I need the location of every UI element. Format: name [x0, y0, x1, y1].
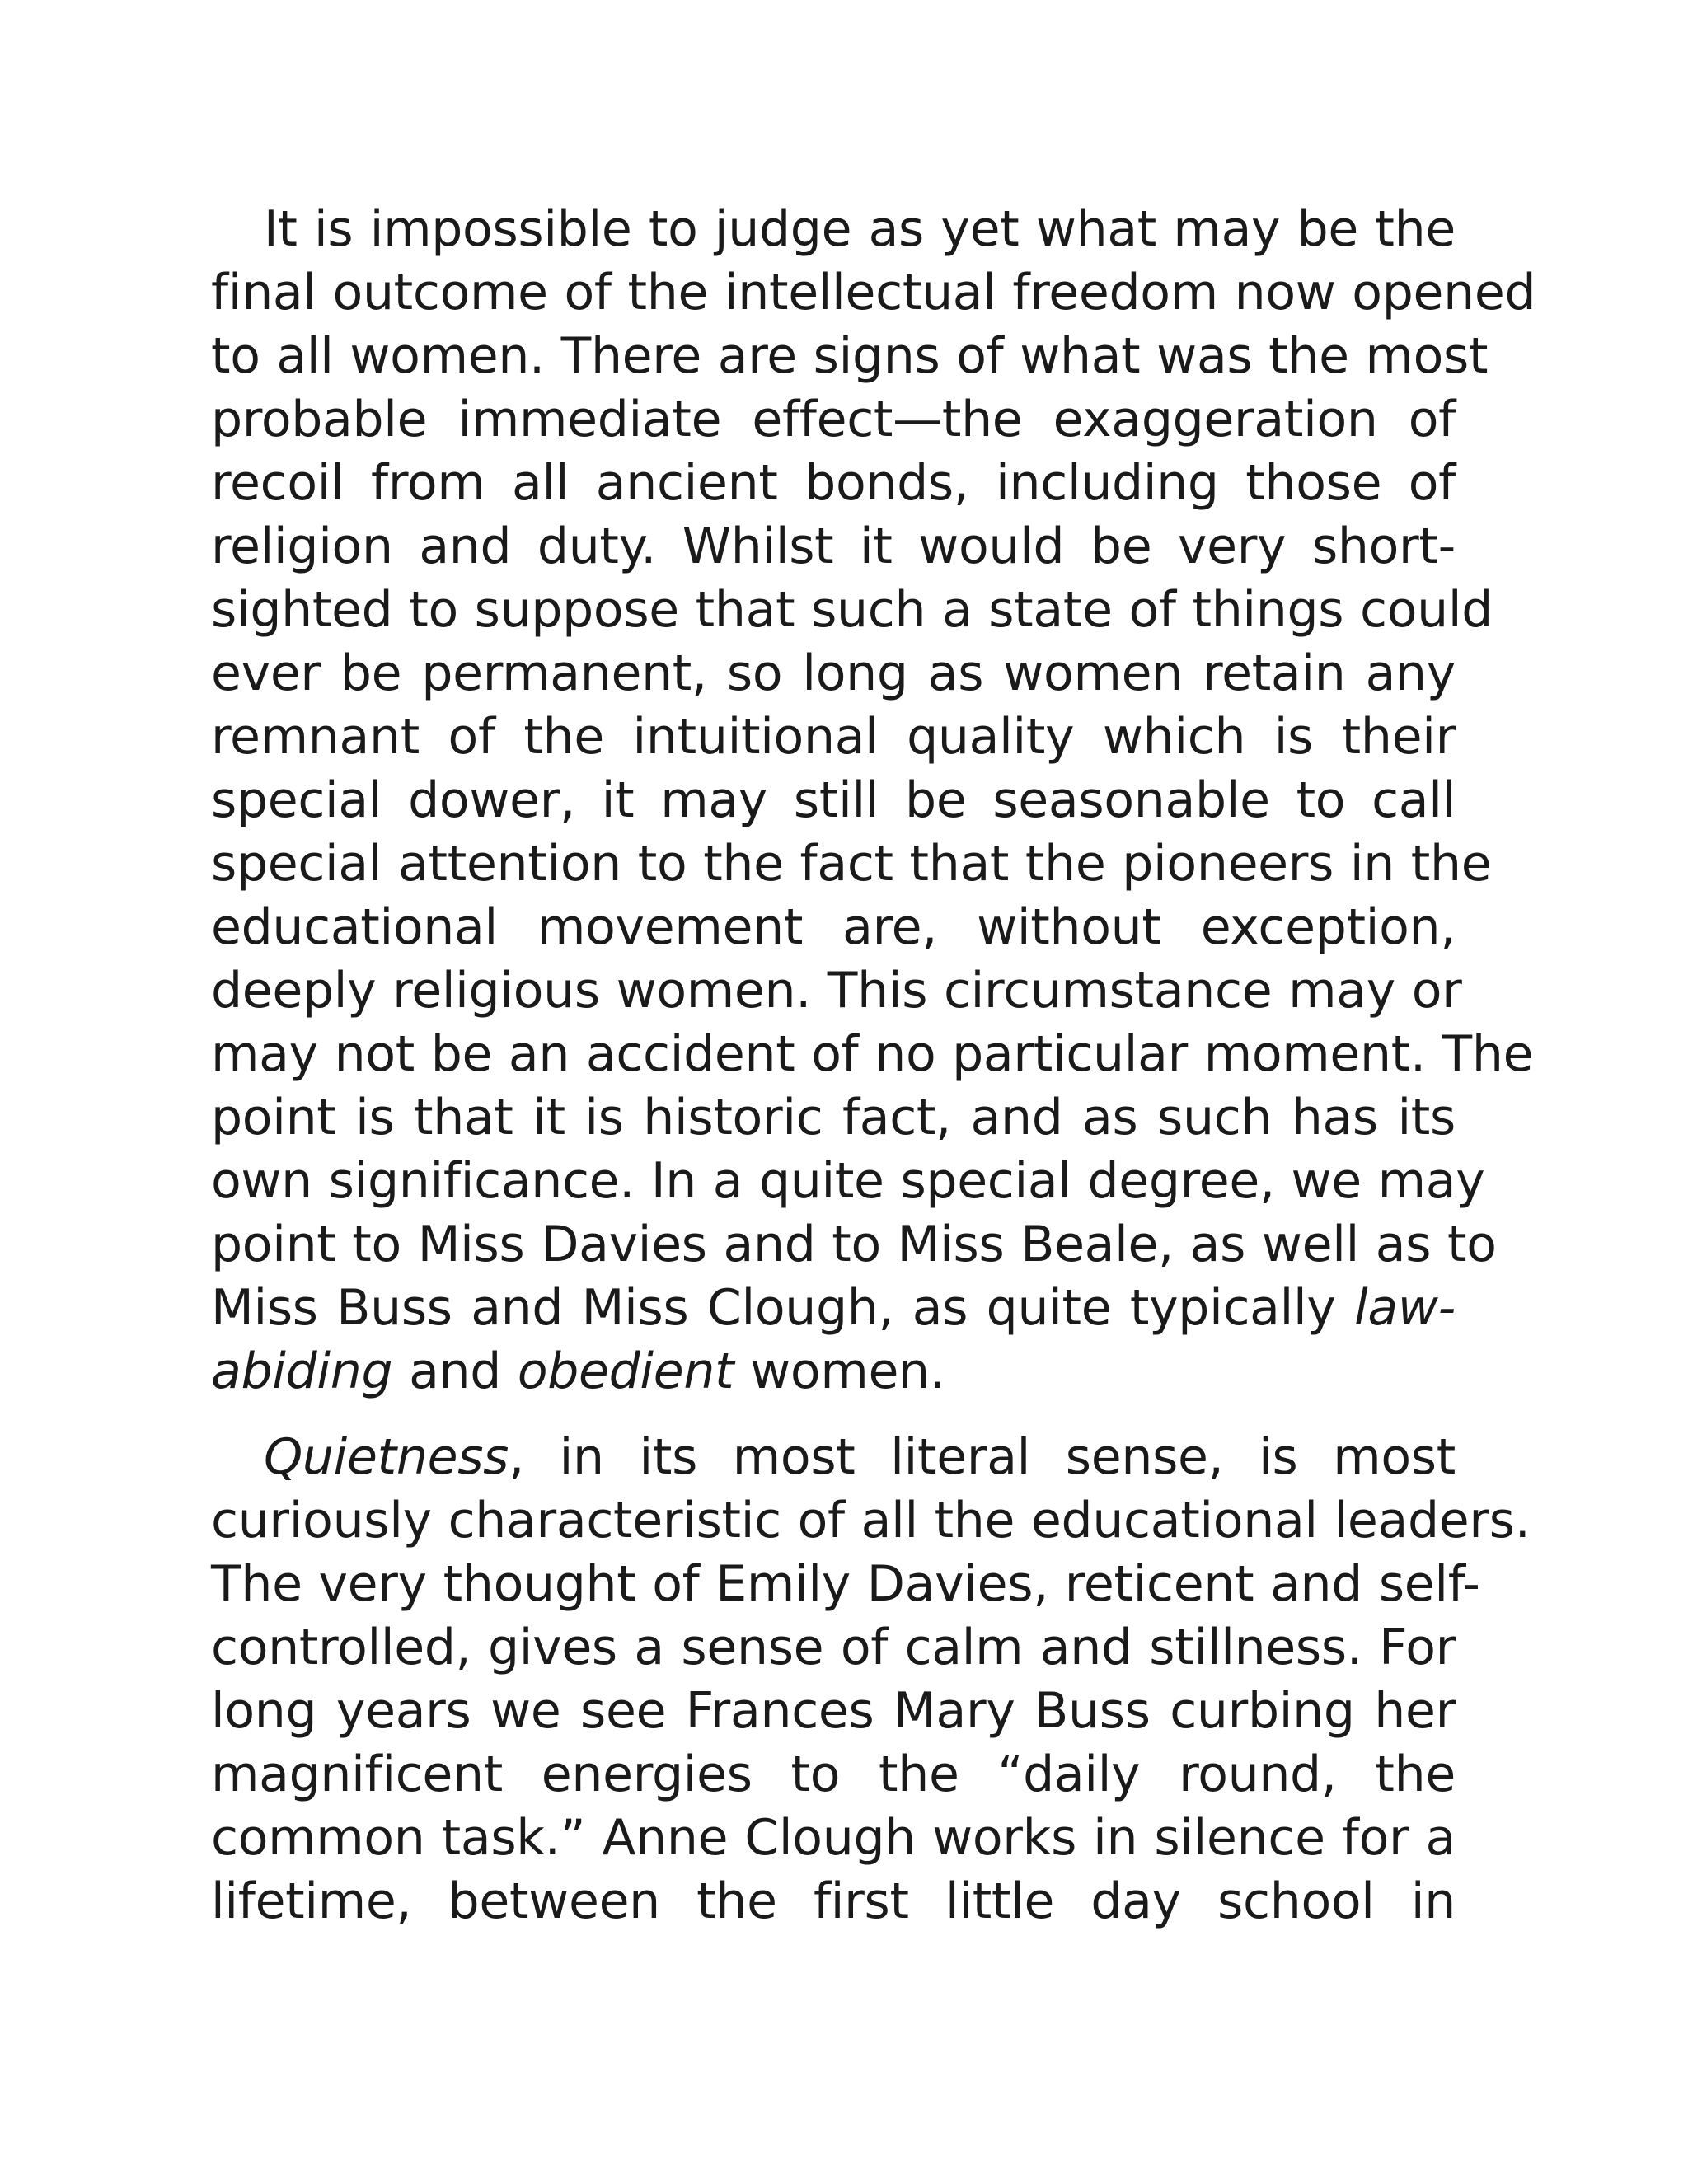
- text-line: own significance. In a quite special degree, we may: [211, 1152, 1485, 1210]
- text-line: point to Miss Davies and to Miss Beale, as well as to: [211, 1216, 1497, 1273]
- italic-text: Quietness: [264, 1428, 509, 1486]
- text-line: common task.” Anne Clough works in silence for a: [211, 1809, 1456, 1867]
- paragraph-2: [211, 1426, 1531, 1933]
- text-line: educational movement are, without exception,: [211, 898, 1456, 956]
- italic-text: abiding: [211, 1343, 393, 1400]
- text-run: and: [392, 1343, 518, 1400]
- text-line: final outcome of the intellectual freedom now opened: [211, 264, 1536, 321]
- text-line: special dower, it may still be seasonable to call: [211, 771, 1456, 829]
- text-line: [211, 1426, 1456, 1489]
- text-run: , in its most literal sense, is most: [509, 1428, 1456, 1486]
- text-line: [211, 1340, 1456, 1404]
- italic-text: law-: [1354, 1279, 1456, 1337]
- text-line: to all women. There are signs of what was the most: [211, 327, 1489, 385]
- text-line: religion and duty. Whilst it would be very short-: [211, 518, 1456, 575]
- text-line: deeply religious women. This circumstance may or: [211, 962, 1462, 1019]
- body-text: [211, 198, 1536, 1933]
- text-line: controlled, gives a sense of calm and stillness. For: [211, 1619, 1456, 1676]
- text-run: women.: [734, 1343, 945, 1400]
- text-run: Miss Buss and Miss Clough, as quite typically: [211, 1279, 1355, 1337]
- text-line: magnificent energies to the “daily round, the: [211, 1746, 1456, 1803]
- text-line: recoil from all ancient bonds, including those of: [211, 454, 1456, 512]
- text-line: curiously characteristic of all the educational leaders.: [211, 1492, 1531, 1549]
- text-line: The very thought of Emily Davies, reticent and self-: [211, 1555, 1480, 1613]
- text-line: may not be an accident of no particular moment. The: [211, 1025, 1534, 1083]
- text-line: [211, 1277, 1456, 1340]
- text-line: sighted to suppose that such a state of things could: [211, 581, 1493, 639]
- text-line: lifetime, between the first little day school in: [211, 1872, 1456, 1930]
- text-line: special attention to the fact that the pioneers in the: [211, 835, 1492, 893]
- text-line: long years we see Frances Mary Buss curbing her: [211, 1682, 1456, 1740]
- text-line: remnant of the intuitional quality which is their: [211, 708, 1456, 766]
- text-line: point is that it is historic fact, and as such has its: [211, 1089, 1456, 1146]
- text-line: ever be permanent, so long as women retain any: [211, 644, 1456, 702]
- paragraph-1: [211, 198, 1536, 1404]
- text-line: It is impossible to judge as yet what may be the: [264, 200, 1456, 258]
- italic-text: obedient: [517, 1343, 734, 1400]
- text-line: probable immediate effect—the exaggeration of: [211, 391, 1456, 448]
